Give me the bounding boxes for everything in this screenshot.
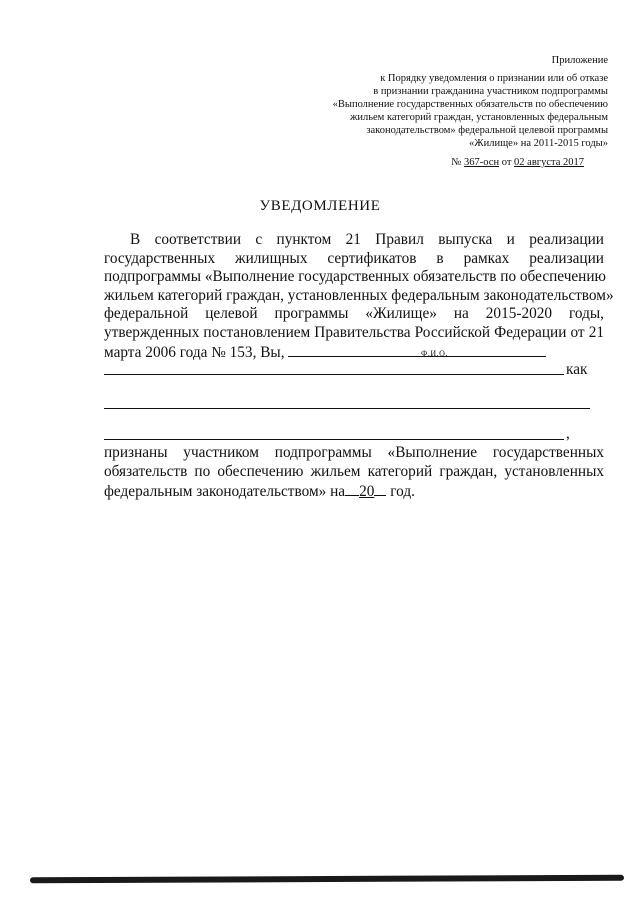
reference-line: «Жилище» на 2011-2015 годы» — [468, 138, 608, 149]
order-date-prefix: от — [501, 157, 512, 168]
appendix-label: Приложение — [551, 55, 608, 66]
order-reference — [451, 157, 584, 168]
body-line: обязательств по обеспечению жильем категорий граждан, установленных — [104, 463, 604, 480]
reference-line: к Порядку уведомления о признании или об отказе — [380, 73, 608, 84]
order-number-sign: № — [451, 157, 462, 168]
body-line: жильем категорий граждан, установленных федеральным законодательством» — [104, 286, 614, 304]
recognition-text — [104, 443, 604, 501]
body-line: утвержденных постановлением Правительства Российской Федерации от 21 — [104, 323, 604, 341]
body-line-last — [104, 342, 604, 363]
blank-line-3 — [104, 439, 564, 440]
reference-line: «Выполнение государственных обязательств по обеспечению — [332, 99, 608, 110]
reference-line: законодательством» федеральной целевой программы — [366, 125, 608, 136]
body-line-text: марта 2006 года № 153, Вы, — [104, 344, 285, 361]
blank-line-2 — [104, 408, 590, 409]
document-title: УВЕДОМЛЕНИЕ — [259, 198, 381, 214]
year-fill — [345, 481, 359, 496]
body-line-final — [104, 481, 604, 501]
body-line: подпрограммы «Выполнение государственных обязательств по обеспечению — [104, 268, 606, 285]
kak-word: как — [566, 361, 588, 378]
reference-line: в признании гражданина участником подпрограммы — [373, 86, 608, 97]
final-prefix: федеральным законодательством» на — [104, 483, 346, 500]
body-line: федеральной целевой программы «Жилище» на 2015-2020 годы, — [104, 305, 604, 322]
body-line: В соответствии с пунктом 21 Правил выпуска и реализации — [130, 231, 604, 248]
comma-mark: , — [566, 425, 570, 442]
order-date: 02 августа 2017 — [514, 157, 584, 168]
fio-fill-line — [288, 342, 546, 357]
year-value: 20 — [359, 483, 375, 500]
notice-body — [104, 231, 614, 363]
body-line: государственных жилищных сертификатов в рамках реализации — [104, 249, 604, 267]
order-number: 367-осн — [464, 157, 500, 168]
reference-line: жильем категорий граждан, установленных федеральным — [350, 112, 608, 123]
year-fill-2 — [374, 481, 386, 496]
scan-bottom-edge — [30, 875, 624, 884]
final-suffix: год. — [390, 483, 415, 500]
fio-caption: Ф.И.О. — [421, 349, 448, 358]
reference-block — [308, 72, 608, 150]
body-line: признаны участником подпрограммы «Выполнение государственных — [104, 444, 604, 461]
blank-line-1 — [104, 374, 564, 375]
